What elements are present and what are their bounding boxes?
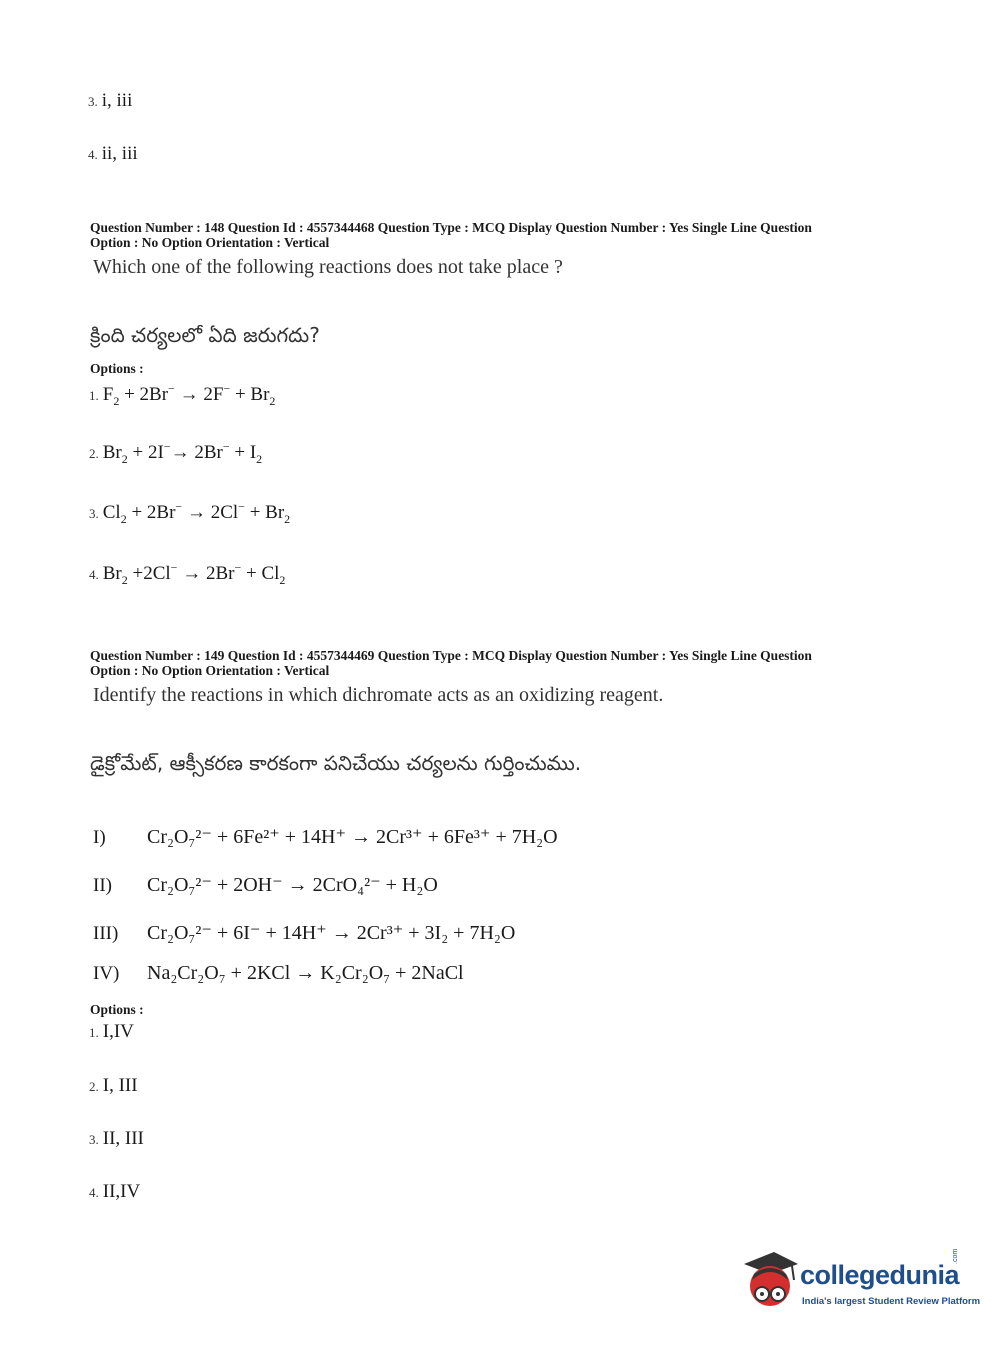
q148-options-label: Options : xyxy=(90,361,144,376)
q149-english: Identify the reactions in which dichromate acts as an oxidizing reagent. xyxy=(93,684,664,706)
collegedunia-logo[interactable] xyxy=(740,1248,981,1320)
q148-option-4 xyxy=(89,560,286,587)
option-number: 3. xyxy=(89,1132,99,1147)
q149-option-3 xyxy=(89,1128,144,1150)
q149-meta-line1: Question Number : 149 Question Id : 4557344469 Question Type : MCQ Display Question Number : Yes Single Line Question xyxy=(90,648,812,663)
q149-meta xyxy=(90,648,910,678)
option-number: 4. xyxy=(89,1185,99,1200)
q149-meta-line2: Option : No Option Orientation : Vertical xyxy=(90,663,330,678)
option-number: 2. xyxy=(89,1079,99,1094)
reaction-label: IV) xyxy=(93,963,120,984)
reaction-label: III) xyxy=(93,923,119,944)
q148-telugu: క్రింది చర్యలలో ఏది జరుగదు? xyxy=(90,323,320,347)
q149-option-1 xyxy=(89,1021,134,1043)
option-equation: $Br_2 + 2I^-\to 2Br^- + I_2$ xyxy=(102,439,263,466)
reaction-equation: Cr₂O₇²⁻ + 2OH⁻ → 2CrO₄²⁻ + H₂O xyxy=(147,874,438,896)
reaction-label: II) xyxy=(93,875,112,896)
option-equation: $Cl_2 + 2Br^- \to 2Cl^- + Br_2$ xyxy=(102,499,291,526)
q149-option-4 xyxy=(89,1181,140,1203)
reaction-row-2 xyxy=(93,872,438,897)
option-number: 1. xyxy=(89,1025,99,1040)
reaction-equation: Cr₂O₇²⁻ + 6I⁻ + 14H⁺ → 2Cr³⁺ + 3I₂ + 7H₂O xyxy=(147,922,516,944)
q148-english: Which one of the following reactions does not take place ? xyxy=(93,256,563,278)
logo-tagline: India's largest Student Review Platform xyxy=(802,1296,981,1307)
option-number: 4. xyxy=(89,567,99,582)
logo-com: .com xyxy=(952,1248,959,1264)
reaction-row-1 xyxy=(93,824,558,849)
reaction-row-3 xyxy=(93,920,515,945)
q148-option-3 xyxy=(89,499,291,526)
option-text: ii, iii xyxy=(101,143,138,164)
logo-brand: collegedunia xyxy=(800,1260,960,1290)
prev-option-4 xyxy=(88,143,138,165)
option-text: I, III xyxy=(102,1075,138,1096)
option-equation: $F_2 + 2Br^- \to 2F^- + Br_2$ xyxy=(102,381,276,408)
option-number: 4. xyxy=(88,147,98,162)
q149-option-2 xyxy=(89,1075,138,1097)
prev-option-3 xyxy=(88,90,132,112)
option-text: II,IV xyxy=(102,1181,141,1202)
q149-options-label: Options : xyxy=(90,1002,144,1017)
option-number: 1. xyxy=(89,388,99,403)
option-text: i, iii xyxy=(101,90,133,111)
reaction-label: I) xyxy=(93,827,106,848)
q148-meta-line1: Question Number : 148 Question Id : 4557344468 Question Type : MCQ Display Question Number : Yes Single Line Question xyxy=(90,220,812,235)
option-text: II, III xyxy=(102,1128,144,1149)
mascot-icon xyxy=(740,1250,800,1312)
q148-meta-line2: Option : No Option Orientation : Vertical xyxy=(90,235,330,250)
q149-telugu: డైక్రోమేట్, ఆక్సీకరణ కారకంగా పనిచేయు చర్యలను గుర్తించుము. xyxy=(90,751,582,775)
reaction-row-4 xyxy=(93,962,464,985)
q148-option-2 xyxy=(89,439,263,466)
option-number: 3. xyxy=(88,94,98,109)
option-number: 3. xyxy=(89,506,99,521)
q148-meta xyxy=(90,220,910,250)
option-number: 2. xyxy=(89,446,99,461)
option-equation: $Br_2 +2Cl^- \to 2Br^- + Cl_2$ xyxy=(102,560,286,587)
reaction-equation: Cr₂O₇²⁻ + 6Fe²⁺ + 14H⁺ → 2Cr³⁺ + 6Fe³⁺ + 7H₂O xyxy=(147,826,558,848)
reaction-equation: Na₂Cr₂O₇ + 2KCl → K₂Cr₂O₇ + 2NaCl xyxy=(147,962,464,984)
q148-option-1 xyxy=(89,381,276,408)
option-text: I,IV xyxy=(102,1021,134,1042)
